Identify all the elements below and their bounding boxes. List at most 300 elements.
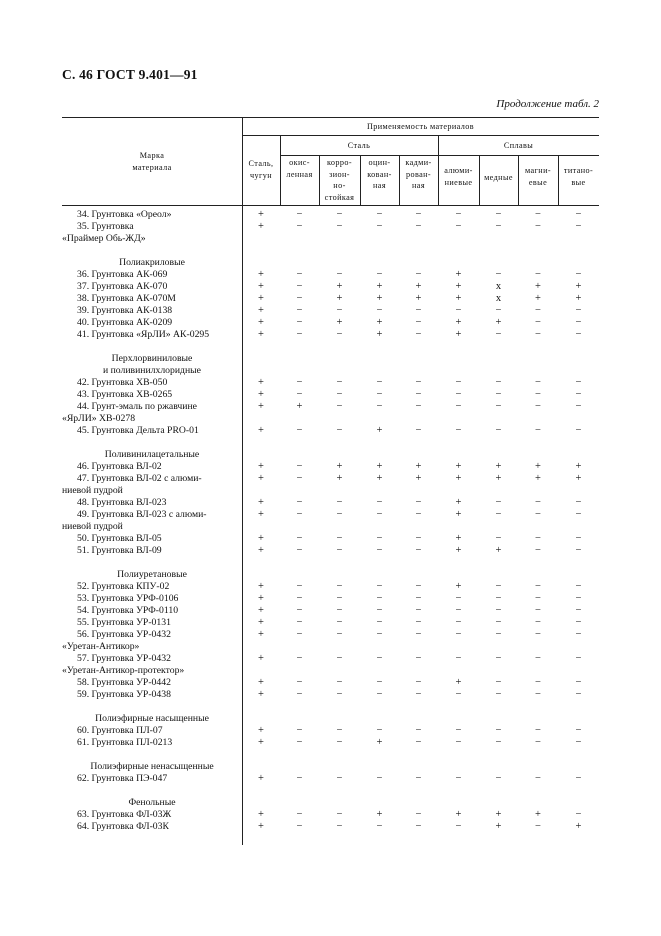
steel-rule	[280, 155, 438, 156]
applicability-cell: −	[455, 773, 462, 784]
applicability-cell: −	[296, 605, 303, 616]
applicability-cell: −	[495, 617, 502, 628]
column-header-4	[360, 157, 399, 192]
applicability-cell: −	[376, 221, 383, 232]
applicability-cell: −	[535, 533, 541, 544]
applicability-cell: −	[336, 401, 343, 412]
material-name: 49. Грунтовка ВЛ-023 с алюми-	[77, 509, 207, 520]
applicability-cell: −	[495, 629, 502, 640]
applicability-cell: −	[415, 773, 422, 784]
material-name: 58. Грунтовка УР-0442	[77, 677, 171, 688]
material-name: 37. Грунтовка АК-070	[77, 281, 168, 292]
applicability-cell: −	[376, 677, 383, 688]
spacer-row	[62, 245, 602, 257]
applicability-cell: −	[535, 629, 541, 640]
applicability-cell: −	[376, 269, 383, 280]
applicability-cell: −	[336, 545, 343, 556]
applicability-cell: +	[376, 293, 383, 304]
applicability-cell: −	[336, 581, 343, 592]
applicability-cell: +	[455, 497, 462, 508]
applicability-cell: −	[415, 605, 422, 616]
spacer-row	[62, 749, 602, 761]
table-row	[62, 497, 602, 509]
applicability-cell: −	[495, 689, 502, 700]
column-header-1	[242, 158, 280, 181]
applicability-cell: −	[575, 581, 582, 592]
applicability-cell: +	[455, 269, 462, 280]
applicability-cell: −	[296, 617, 303, 628]
applicability-cell: −	[376, 629, 383, 640]
table-row	[62, 689, 602, 701]
applicability-cell: −	[296, 473, 303, 484]
column-header-line: оцин-	[368, 158, 391, 167]
table-row	[62, 425, 602, 437]
material-name: 59. Грунтовка УР-0438	[77, 689, 171, 700]
applicability-cell: −	[376, 605, 383, 616]
applicability-cell: −	[575, 221, 582, 232]
applicability-cell: −	[415, 389, 422, 400]
applicability-cell: +	[455, 581, 462, 592]
applicability-cell: +	[258, 317, 264, 328]
header-bottom-rule	[62, 205, 599, 206]
material-name: 34. Грунтовка «Ореол»	[77, 209, 172, 220]
applicability-cell: −	[495, 677, 502, 688]
applicability-cell: +	[455, 677, 462, 688]
applicability-cell: −	[336, 725, 343, 736]
applicability-cell: +	[455, 509, 462, 520]
table-continuation-label: Продолжение табл. 2	[496, 98, 599, 110]
applicability-cell: −	[415, 617, 422, 628]
applicability-cell: −	[296, 377, 303, 388]
applicability-cell: −	[296, 821, 303, 832]
table-row	[62, 737, 602, 749]
applicability-cell: −	[535, 377, 541, 388]
table-row	[62, 629, 602, 641]
applicability-cell: −	[455, 629, 462, 640]
applicability-cell: −	[296, 317, 303, 328]
applicability-cell: −	[376, 497, 383, 508]
applicability-cell: +	[258, 329, 264, 340]
table-row	[62, 329, 602, 341]
table-row	[62, 533, 602, 545]
applicability-cell: −	[535, 653, 541, 664]
table-row	[62, 209, 602, 221]
applicability-cell: +	[415, 473, 422, 484]
applicability-cell: −	[575, 389, 582, 400]
applicability-cell: −	[455, 305, 462, 316]
applicability-cell: −	[415, 737, 422, 748]
applicability-cell: −	[455, 617, 462, 628]
column-header-line: медные	[484, 173, 513, 182]
applicability-cell: −	[575, 653, 582, 664]
column-header-line: рован-	[405, 169, 432, 179]
column-header-line: стойкая	[324, 192, 355, 202]
applicability-cell: −	[296, 809, 303, 820]
applicability-cell: −	[535, 773, 541, 784]
spacer-row	[62, 785, 602, 797]
applicability-cell: +	[535, 473, 541, 484]
applicability-cell: −	[336, 821, 343, 832]
table-row	[62, 317, 602, 329]
table-row	[62, 773, 602, 785]
applicability-cell: −	[376, 653, 383, 664]
applicability-cell: +	[258, 533, 264, 544]
applicability-cell: −	[336, 809, 343, 820]
applicability-cell: −	[415, 629, 422, 640]
applicability-cell: +	[495, 821, 502, 832]
applicability-cell: +	[455, 533, 462, 544]
applicability-cell: −	[535, 605, 541, 616]
table-row	[62, 821, 602, 833]
column-header-line: ная	[412, 181, 425, 190]
column-header-7	[479, 172, 518, 184]
applicability-cell: −	[575, 629, 582, 640]
applicability-cell: −	[575, 401, 582, 412]
applicability-cell: +	[535, 281, 541, 292]
applicability-cell: +	[258, 629, 264, 640]
applicability-cell: +	[258, 545, 264, 556]
column-header-9	[558, 165, 599, 188]
applicability-cell: −	[376, 821, 383, 832]
applicability-cell: −	[575, 377, 582, 388]
applicability-cell: −	[535, 425, 541, 436]
applicability-cell: +	[575, 821, 582, 832]
table-row	[62, 605, 602, 617]
applicability-cell: −	[376, 209, 383, 220]
applicability-cell: +	[376, 809, 383, 820]
applicability-cell: +	[415, 461, 422, 472]
applicability-cell: −	[575, 509, 582, 520]
applicability-cell: −	[296, 629, 303, 640]
brand-header	[62, 150, 242, 173]
applicability-cell: +	[336, 461, 343, 472]
applicability-cell: +	[258, 581, 264, 592]
material-name: 61. Грунтовка ПЛ-0213	[77, 737, 173, 748]
applicability-cell: −	[376, 593, 383, 604]
applicability-cell: +	[455, 317, 462, 328]
applicability-cell: −	[376, 377, 383, 388]
applicability-cell: +	[258, 461, 264, 472]
applicability-cell: −	[296, 689, 303, 700]
section-heading: Фенольные	[128, 797, 176, 808]
steel-header: Сталь	[347, 141, 371, 150]
column-header-line: ная	[373, 181, 386, 190]
column-header-line: кован-	[367, 169, 392, 179]
applicability-cell: −	[535, 617, 541, 628]
applicability-cell: −	[495, 509, 502, 520]
applicability-cell: −	[376, 401, 383, 412]
applicability-cell: −	[296, 653, 303, 664]
applicability-cell: −	[535, 581, 541, 592]
applicability-cell: −	[535, 689, 541, 700]
applicability-cell: −	[495, 725, 502, 736]
column-header-line: алюми-	[444, 166, 473, 175]
material-name: 52. Грунтовка КПУ-02	[77, 581, 170, 592]
material-name: 53. Грунтовка УРФ-0106	[77, 593, 179, 604]
applicability-cell: −	[575, 533, 582, 544]
column-header-line: Сталь,	[248, 159, 274, 168]
applicability-cell: −	[296, 293, 303, 304]
table-row	[62, 389, 602, 401]
applicability-cell: −	[296, 461, 303, 472]
applicability-cell: −	[415, 689, 422, 700]
column-header-line: зион-	[329, 169, 350, 179]
applicability-cell: −	[376, 545, 383, 556]
applicability-cell: −	[415, 653, 422, 664]
column-header-line: ленная	[286, 169, 313, 179]
section-heading: Полиуретановые	[117, 569, 187, 580]
column-header-line: чугун	[249, 170, 273, 180]
applicability-cell: −	[376, 773, 383, 784]
applicability-cell: −	[455, 593, 462, 604]
applicability-cell: −	[296, 497, 303, 508]
applicability-cell: +	[535, 293, 541, 304]
applicability-rule	[242, 135, 599, 136]
applicability-cell: −	[296, 773, 303, 784]
applicability-cell: +	[258, 677, 264, 688]
applicability-cell: −	[455, 725, 462, 736]
applicability-cell: −	[336, 305, 343, 316]
applicability-cell: −	[415, 581, 422, 592]
material-name: ниевой пудрой	[62, 485, 123, 496]
material-name: 63. Грунтовка ФЛ-03Ж	[77, 809, 172, 820]
material-name: 55. Грунтовка УР-0131	[77, 617, 171, 628]
table-row	[62, 305, 602, 317]
applicability-cell: −	[535, 821, 541, 832]
applicability-cell: −	[296, 533, 303, 544]
applicability-cell: −	[296, 221, 303, 232]
applicability-cell: −	[336, 605, 343, 616]
applicability-cell: −	[415, 305, 422, 316]
material-name: 44. Грунт-эмаль по ржавчине	[77, 401, 197, 412]
applicability-cell: −	[535, 317, 541, 328]
material-name: «Уретан-Антикор-протектор»	[62, 665, 185, 676]
applicability-cell: −	[296, 425, 303, 436]
applicability-cell: −	[535, 209, 541, 220]
applicability-cell: −	[336, 425, 343, 436]
applicability-cell: −	[415, 269, 422, 280]
applicability-cell: −	[336, 221, 343, 232]
applicability-cell: +	[495, 317, 502, 328]
applicability-cell: +	[455, 293, 462, 304]
applicability-cell: +	[455, 545, 462, 556]
applicability-cell: +	[336, 317, 343, 328]
material-name: ниевой пудрой	[62, 521, 123, 532]
applicability-cell: −	[495, 389, 502, 400]
applicability-cell: −	[415, 677, 422, 688]
applicability-cell: +	[495, 545, 502, 556]
applicability-cell: −	[336, 209, 343, 220]
column-header-6	[438, 165, 479, 188]
table-row	[62, 221, 602, 233]
applicability-cell: −	[535, 497, 541, 508]
section-heading: Полиэфирные насыщенные	[95, 713, 209, 724]
applicability-cell: −	[495, 401, 502, 412]
applicability-cell: −	[336, 653, 343, 664]
applicability-cell: +	[455, 329, 462, 340]
applicability-cell: −	[455, 653, 462, 664]
applicability-cell: +	[455, 473, 462, 484]
applicability-cell: −	[495, 533, 502, 544]
applicability-cell: +	[258, 425, 264, 436]
applicability-cell: +	[376, 737, 383, 748]
applicability-cell: −	[376, 725, 383, 736]
section-heading: Поливинилацетальные	[104, 449, 200, 460]
applicability-cell: −	[376, 533, 383, 544]
table-row	[62, 473, 602, 485]
material-name: «ЯрЛИ» ХВ-0278	[62, 413, 136, 424]
applicability-cell: −	[296, 389, 303, 400]
applicability-cell: −	[415, 497, 422, 508]
applicability-cell: −	[336, 269, 343, 280]
section-heading: Полиакриловые	[119, 257, 185, 268]
applicability-cell: −	[415, 809, 422, 820]
applicability-cell: −	[495, 221, 502, 232]
applicability-cell: −	[495, 737, 502, 748]
applicability-cell: −	[495, 773, 502, 784]
applicability-cell: −	[495, 329, 502, 340]
applicability-cell: −	[455, 737, 462, 748]
applicability-cell: +	[258, 605, 264, 616]
column-header-line: окис-	[289, 158, 310, 167]
material-name: 47. Грунтовка ВЛ-02 с алюми-	[77, 473, 202, 484]
applicability-header: Применяемость материалов	[366, 122, 475, 131]
applicability-cell: −	[336, 329, 343, 340]
table-row	[62, 413, 602, 425]
applicability-cell: +	[258, 389, 264, 400]
table-top-rule	[62, 117, 599, 118]
applicability-cell: −	[336, 377, 343, 388]
applicability-cell: +	[296, 401, 303, 412]
applicability-cell: −	[535, 269, 541, 280]
section-heading-row	[62, 365, 602, 377]
applicability-cell: +	[258, 377, 264, 388]
table-row	[62, 653, 602, 665]
section-heading-row	[62, 713, 602, 725]
material-name: 39. Грунтовка АК-0138	[77, 305, 173, 316]
applicability-cell: −	[535, 305, 541, 316]
applicability-cell: −	[336, 629, 343, 640]
table-row	[62, 521, 602, 533]
applicability-cell: −	[575, 317, 582, 328]
applicability-cell: −	[376, 581, 383, 592]
column-header-8	[518, 165, 558, 188]
applicability-cell: +	[376, 329, 383, 340]
applicability-cell: −	[535, 329, 541, 340]
column-header-line: ниевые	[444, 177, 473, 187]
applicability-cell: −	[336, 533, 343, 544]
applicability-cell: −	[415, 425, 422, 436]
applicability-cell: +	[258, 473, 264, 484]
applicability-cell: −	[296, 545, 303, 556]
applicability-cell: −	[495, 593, 502, 604]
material-name: 38. Грунтовка АК-070М	[77, 293, 176, 304]
applicability-cell: −	[336, 389, 343, 400]
applicability-cell: +	[258, 305, 264, 316]
applicability-cell: −	[296, 593, 303, 604]
applicability-cell: −	[575, 689, 582, 700]
material-name: 42. Грунтовка ХВ-050	[77, 377, 168, 388]
alloys-header: Сплавы	[503, 141, 534, 150]
applicability-cell: +	[495, 461, 502, 472]
material-name: 36. Грунтовка АК-069	[77, 269, 168, 280]
applicability-cell: −	[415, 545, 422, 556]
applicability-cell: −	[575, 605, 582, 616]
material-name: 56. Грунтовка УР-0432	[77, 629, 171, 640]
applicability-cell: +	[575, 461, 582, 472]
applicability-cell: +	[535, 809, 541, 820]
applicability-cell: −	[415, 209, 422, 220]
material-name: 51. Грунтовка ВЛ-09	[77, 545, 162, 556]
applicability-cell: −	[495, 305, 502, 316]
material-name: 64. Грунтовка ФЛ-03К	[77, 821, 169, 832]
table-row	[62, 665, 602, 677]
applicability-cell: +	[376, 473, 383, 484]
applicability-cell: +	[455, 281, 462, 292]
table-row	[62, 617, 602, 629]
applicability-cell: +	[336, 293, 343, 304]
material-name: 46. Грунтовка ВЛ-02	[77, 461, 162, 472]
applicability-cell: −	[376, 689, 383, 700]
applicability-cell: −	[575, 593, 582, 604]
applicability-cell: −	[336, 689, 343, 700]
material-name: 54. Грунтовка УРФ-0110	[77, 605, 179, 616]
applicability-cell: −	[296, 677, 303, 688]
applicability-cell: −	[535, 221, 541, 232]
applicability-cell: −	[455, 689, 462, 700]
applicability-cell: +	[376, 317, 383, 328]
table-row	[62, 641, 602, 653]
section-heading-row	[62, 797, 602, 809]
applicability-cell: −	[296, 725, 303, 736]
table-row	[62, 293, 602, 305]
material-name: «Праймер Обь-ЖД»	[62, 233, 146, 244]
applicability-cell: −	[415, 401, 422, 412]
applicability-cell: −	[376, 389, 383, 400]
applicability-cell: +	[258, 821, 264, 832]
applicability-cell: −	[495, 653, 502, 664]
spacer-row	[62, 341, 602, 353]
table-row	[62, 233, 602, 245]
material-name: 41. Грунтовка «ЯрЛИ» АК-0295	[77, 329, 210, 340]
applicability-cell: −	[415, 329, 422, 340]
applicability-cell: +	[258, 725, 264, 736]
column-header-line: евые	[528, 177, 548, 187]
applicability-cell: −	[376, 617, 383, 628]
applicability-cell: +	[376, 425, 383, 436]
material-name: 48. Грунтовка ВЛ-023	[77, 497, 167, 508]
applicability-cell: −	[455, 389, 462, 400]
page-header: С. 46 ГОСТ 9.401—91	[62, 67, 198, 82]
applicability-cell: −	[455, 425, 462, 436]
applicability-cell: −	[575, 329, 582, 340]
applicability-cell: −	[575, 677, 582, 688]
applicability-cell: −	[455, 377, 462, 388]
table-row	[62, 461, 602, 473]
applicability-cell: +	[455, 809, 462, 820]
material-name: 60. Грунтовка ПЛ-07	[77, 725, 163, 736]
table-body	[62, 209, 602, 833]
applicability-cell: x	[495, 293, 502, 304]
applicability-cell: −	[495, 581, 502, 592]
applicability-cell: −	[336, 773, 343, 784]
applicability-cell: −	[575, 305, 582, 316]
applicability-cell: −	[495, 497, 502, 508]
spacer-row	[62, 557, 602, 569]
spacer-row	[62, 437, 602, 449]
applicability-cell: −	[575, 617, 582, 628]
section-heading-row	[62, 353, 602, 365]
